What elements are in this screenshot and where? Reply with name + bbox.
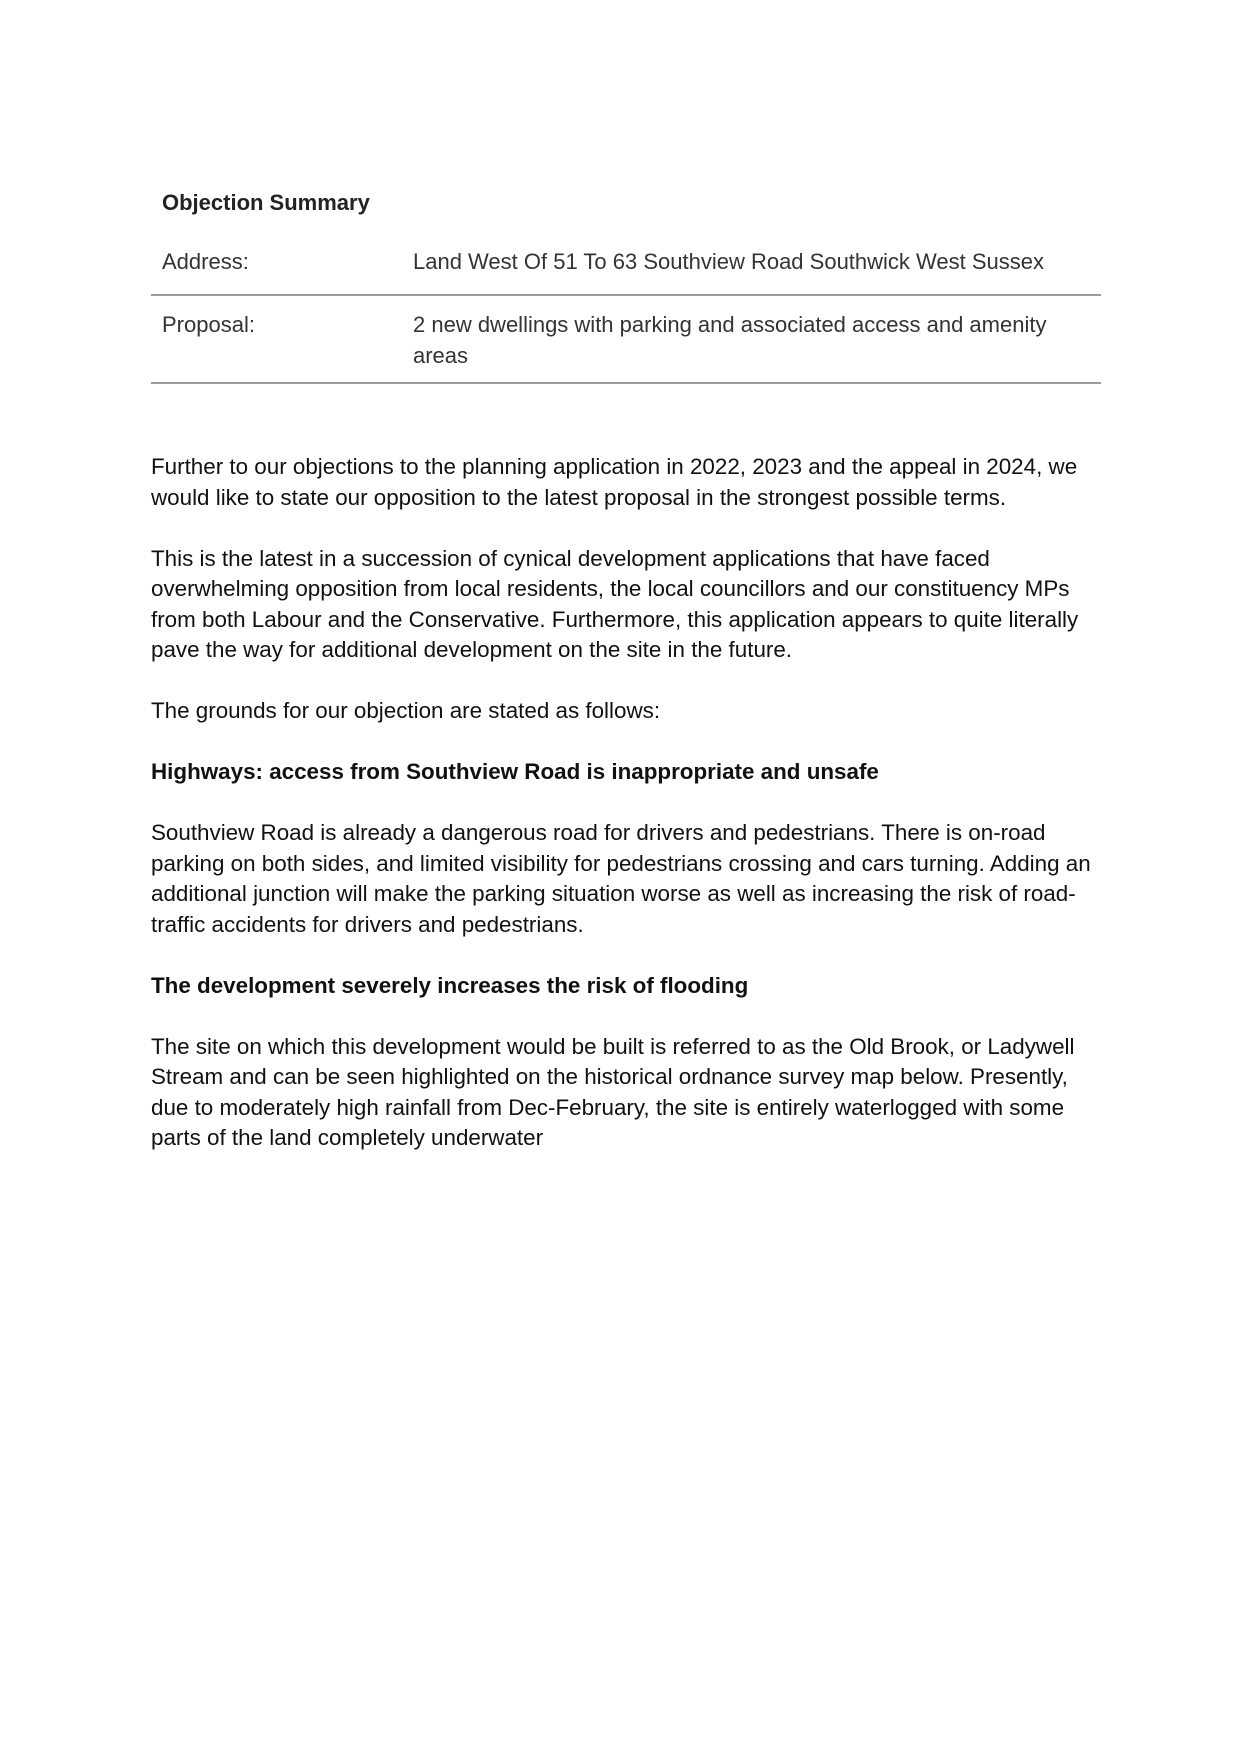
paragraph-background: This is the latest in a succession of cynical development applications that have faced overwhelming opposition from local residents, the local councillors and our constituency MPs from both Labour and the Conservative. Furthermore, this application appears to quite literally pave the way for additional development on the site in the future.: [151, 545, 1079, 662]
paragraph-grounds: The grounds for our objection are stated as follows:: [151, 698, 661, 723]
summary-title: Objection Summary: [162, 190, 370, 215]
summary-table: [151, 244, 1101, 384]
proposal-row: [151, 295, 1101, 383]
address-value: Land West Of 51 To 63 Southview Road Southwick West Sussex: [413, 249, 1045, 274]
heading-highways: Highways: access from Southview Road is inappropriate and unsafe: [151, 759, 879, 784]
objection-summary: [151, 188, 1101, 384]
address-label: Address:: [162, 249, 249, 274]
proposal-value: 2 new dwellings with parking and associated access and amenity areas: [413, 312, 1047, 368]
heading-flooding: The development severely increases the risk of flooding: [151, 972, 749, 998]
paragraph-flooding: The site on which this development would be built is referred to as the Old Brook, or Ladywell Stream and can be seen highlighted on the historical ordnance survey map below. Presently, due to moderately high rainfall from Dec-February, the site is entirely waterlogged with some parts of the land completely underwater: [151, 1033, 1075, 1150]
letter-body: [151, 452, 1111, 1184]
address-row: [151, 244, 1101, 295]
paragraph-intro: Further to our objections to the planning application in 2022, 2023 and the appeal in 2024, we would like to state our opposition to the latest proposal in the strongest possible terms.: [151, 454, 1078, 510]
paragraph-highways: Southview Road is already a dangerous road for drivers and pedestrians. There is on-road parking on both sides, and limited visibility for pedestrians crossing and cars turning. Adding an additional junction will make the parking situation worse as well as increasing the risk of road-traffic accidents for drivers and pedestrians.: [151, 820, 1091, 937]
proposal-label: Proposal:: [162, 312, 255, 337]
